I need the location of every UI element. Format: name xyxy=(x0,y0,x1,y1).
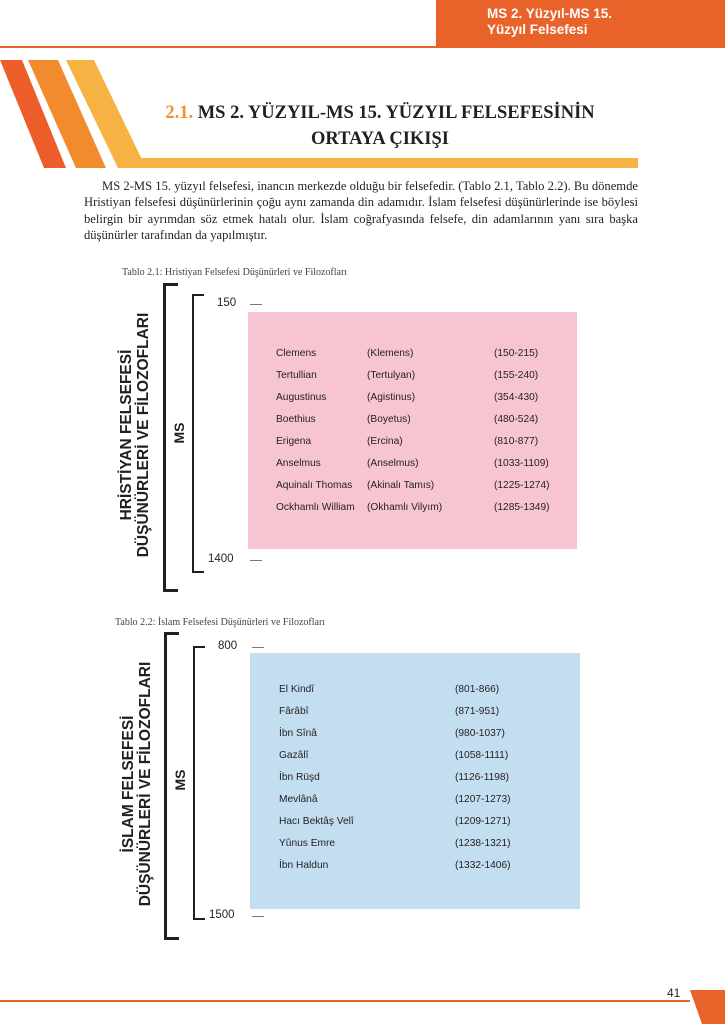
table2-years: (871-951) xyxy=(455,706,500,717)
table2-years: (1332-1406) xyxy=(455,860,511,871)
table1-start-year: 150 xyxy=(217,297,237,309)
table1-years: (1225-1274) xyxy=(494,480,550,491)
intro-text: MS 2-MS 15. yüzyıl felsefesi, inancın merkezde olduğu bir felsefedir. (Tablo 2.1, Tablo 2.2). Bu dönemde Hristiyan felsefesi düşünürlerinin çoğu aynı zamanda din adamıdır. İslam felsefesi düşünürlerinde ise böylesi belirgin bir ayrımdan söz etmek hatalı olur. İslam coğrafyasında felsefe, din adamlarının yanı sıra başka düşünürler tarafından da yapılmıştır. xyxy=(84,179,638,243)
table1-years: (354-430) xyxy=(494,392,539,403)
table1-name: Clemens xyxy=(276,348,317,359)
table2-name: Mevlânâ xyxy=(279,794,318,805)
footer-rule xyxy=(0,1000,690,1002)
table1-alt: (Tertulyan) xyxy=(367,370,416,381)
table2-start-year: 800 xyxy=(218,640,238,652)
chapter-header-line1: MS 2. Yüzyıl-MS 15. xyxy=(487,6,613,21)
table1-alt: (Agistinus) xyxy=(367,392,416,403)
table1-name: Tertullian xyxy=(276,370,317,381)
table1-end-year: 1400 xyxy=(208,553,234,565)
table1-alt: (Klemens) xyxy=(367,348,414,359)
table2-name: Fârâbî xyxy=(279,706,309,717)
section-number: 2.1. xyxy=(165,103,194,123)
table1-name: Aquinalı Thomas xyxy=(276,480,353,491)
table2-years: (1126-1198) xyxy=(455,772,509,783)
table2-years: (1238-1321) xyxy=(455,838,511,849)
table1-end-tick xyxy=(250,560,262,561)
table2-name: Hacı Bektâş Velî xyxy=(279,816,354,827)
table1-alt: (Anselmus) xyxy=(367,458,419,469)
chapter-header-line2: Yüzyıl Felsefesi xyxy=(487,22,588,37)
table2-side-line1: İSLAM FELSEFESİ xyxy=(120,715,137,853)
table2-years: (980-1037) xyxy=(455,728,505,739)
table1-name: Augustinus xyxy=(276,392,327,403)
table2-end-tick xyxy=(252,916,264,917)
table2-years: (1209-1271) xyxy=(455,816,511,827)
table1-start-tick xyxy=(250,304,262,305)
table2-start-tick xyxy=(252,647,264,648)
table2-side-title xyxy=(120,634,154,934)
table2-caption: Tablo 2.2: İslam Felsefesi Düşünürleri ve Filozofları xyxy=(115,617,326,628)
table1-side-line2: DÜŞÜNÜRLERİ VE FİLOZOFLARI xyxy=(135,312,152,558)
chapter-header-text xyxy=(487,6,612,38)
table1-years: (150-215) xyxy=(494,348,539,359)
header-rule xyxy=(0,46,436,48)
table1-alt: (Ercina) xyxy=(367,436,403,447)
table1-name: Erigena xyxy=(276,436,312,447)
table1-years: (1285-1349) xyxy=(494,502,550,513)
table2-name: İbn Rüşd xyxy=(279,772,320,783)
table1-name: Boethius xyxy=(276,414,316,425)
section-title xyxy=(130,100,630,152)
table2-years: (1058-1111) xyxy=(455,750,509,761)
table1-alt: (Okhamlı Vilyım) xyxy=(367,502,443,513)
table1-inner-bracket xyxy=(192,294,204,573)
table2-name: İbn Haldun xyxy=(279,860,329,871)
page-number: 41 xyxy=(667,986,681,1000)
table2-name: Gazâlî xyxy=(279,750,309,761)
table2-end-year: 1500 xyxy=(209,909,235,921)
footer-corner xyxy=(690,990,725,1024)
table2-era: MS xyxy=(172,769,188,791)
table1-years: (1033-1109) xyxy=(494,458,549,469)
table2-side-line2: DÜŞÜNÜRLERİ VE FİLOZOFLARI xyxy=(137,661,154,907)
table1-side-line1: HRİSTİYAN FELSEFESİ xyxy=(118,349,135,521)
table1-years: (155-240) xyxy=(494,370,539,381)
table1-caption: Tablo 2.1: Hristiyan Felsefesi Düşünürleri ve Filozofları xyxy=(122,267,348,278)
section-title-line2: ORTAYA ÇIKIŞI xyxy=(311,129,449,149)
table1-years: (480-524) xyxy=(494,414,539,425)
table2-name: El Kindî xyxy=(279,684,315,695)
table2-inner-bracket xyxy=(193,646,205,920)
table1-alt: (Akinalı Tamıs) xyxy=(367,480,435,491)
title-underline xyxy=(118,158,638,168)
section-title-line1: MS 2. YÜZYIL-MS 15. YÜZYIL FELSEFESİNİN xyxy=(197,103,595,123)
table1-side-title xyxy=(118,285,152,585)
table1-name: Ockhamlı William xyxy=(276,502,355,513)
table2-years: (801-866) xyxy=(455,684,500,695)
table2-name: İbn Sînâ xyxy=(279,728,317,739)
table1-era: MS xyxy=(171,422,187,444)
table2-years: (1207-1273) xyxy=(455,794,511,805)
chapter-header-tab xyxy=(436,0,725,48)
table1-alt: (Boyetus) xyxy=(367,414,411,425)
table2-name: Yûnus Emre xyxy=(279,838,336,849)
table1-name: Anselmus xyxy=(276,458,321,469)
table1-row xyxy=(276,348,316,359)
table1-years: (810-877) xyxy=(494,436,539,447)
intro-paragraph xyxy=(84,178,638,244)
